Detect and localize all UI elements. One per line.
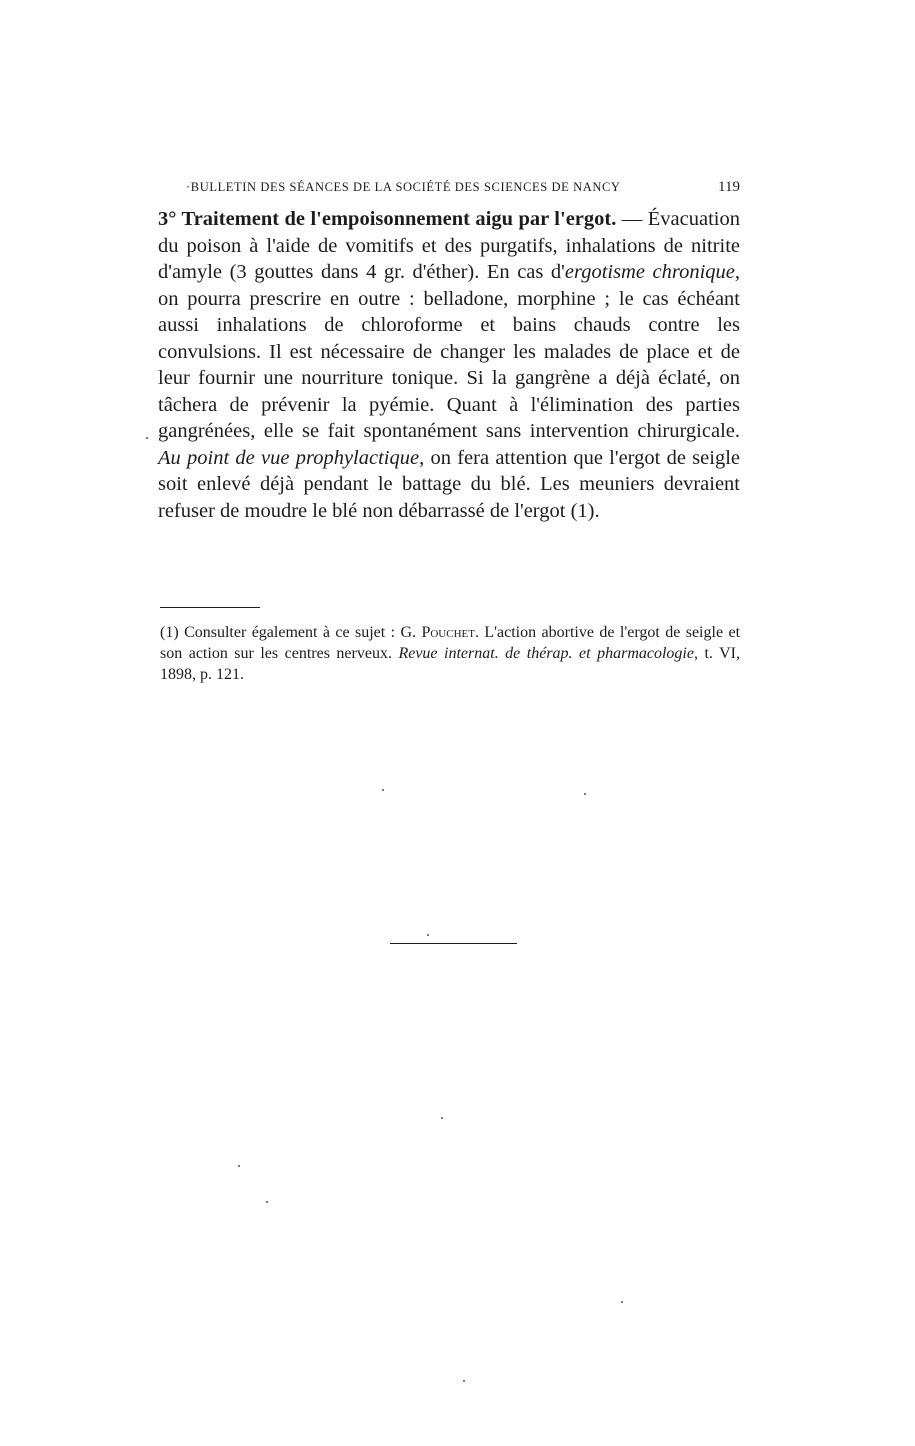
body-text-part-3: , on fera attention que l'ergot de seigle soit enlevé déjà pendant le battage du blé. Les meuniers devraient refuser de moudre le blé non débarrassé de l'ergot (1). — [158, 446, 740, 522]
body-text-part-2: , on pourra prescrire en outre : belladone, morphine ; le cas échéant aussi inhalations de chloroforme et bains chauds contre les convulsions. Il est nécessaire de changer les malades de place et de leur fournir une nourriture tonique. Si la gangrène a déjà éclaté, on tâchera de prévenir la pyémie. Quant à l'élimination des parties gangrénées, elle se fait spontanément sans intervention chirurgicale. — [158, 261, 740, 442]
footnote-end: , t. VI, 1898, p. 121. — [160, 645, 740, 683]
body-italic-ergotisme: ergotisme chronique — [564, 261, 735, 283]
section-heading: 3° Traitement de l'empoisonnement aigu par l'ergot. — [158, 208, 617, 230]
footnote — [160, 622, 740, 685]
footnote-intro: (1) Consulter également à ce sujet : G. — [160, 624, 422, 641]
print-speck — [584, 793, 586, 795]
print-speck — [621, 1301, 623, 1303]
print-speck — [238, 1165, 240, 1167]
page-number: 119 — [718, 179, 740, 195]
print-speck — [463, 1380, 465, 1382]
footnote-rule — [160, 607, 260, 608]
end-rule — [390, 943, 517, 944]
body-text-part-1: — Évacuation du poison à l'aide de vomitifs et des purgatifs, inhalations de nitrite d'amyle (3 gouttes dans 4 gr. d'éther). En cas d' — [158, 208, 740, 283]
footnote-author: Pouchet — [421, 624, 475, 641]
running-head-title: ·BULLETIN DES SÉANCES DE LA SOCIÉTÉ DES SCIENCES DE NANCY — [186, 180, 621, 194]
body-paragraph — [158, 206, 740, 524]
print-speck — [382, 789, 384, 791]
print-speck — [146, 437, 148, 439]
print-speck — [441, 1117, 443, 1119]
footnote-journal: Revue internat. de thérap. et pharmacologie — [398, 645, 694, 662]
body-italic-prophylactique: Au point de vue prophylactique — [158, 446, 420, 469]
footnote-middle: . L'action abortive de l'ergot de seigle et son action sur les centres nerveux. — [160, 624, 741, 662]
running-head — [186, 179, 740, 196]
print-speck — [427, 934, 429, 936]
print-speck — [266, 1201, 268, 1203]
